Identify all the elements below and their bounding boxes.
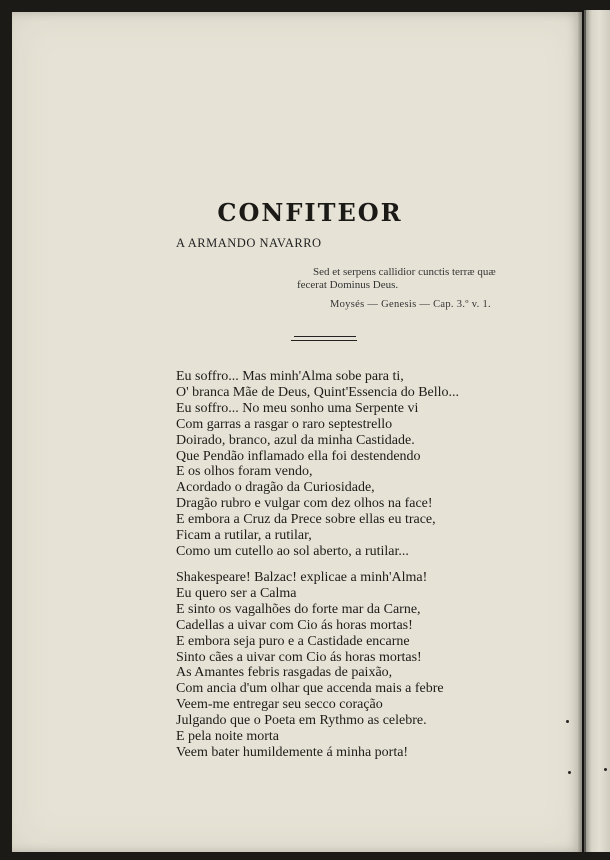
verse-line: E pela noite morta bbox=[176, 729, 280, 745]
verse-line: Sinto cães a uivar com Cio ás horas mortas! bbox=[176, 649, 422, 665]
verse-line: Como um cutello ao sol aberto, a rutilar... bbox=[176, 543, 409, 559]
verse-line: As Amantes febris rasgadas de paixão, bbox=[176, 665, 393, 681]
ornamental-rule bbox=[291, 340, 357, 341]
poem-title: CONFITEOR bbox=[217, 198, 403, 227]
epigraph-source: Moysés — Genesis — Cap. 3.º v. 1. bbox=[330, 299, 491, 310]
dedication: A ARMANDO NAVARRO bbox=[176, 236, 322, 250]
verse-line: Shakespeare! Balzac! explicae a minh'Alma! bbox=[176, 570, 428, 585]
verse-line: Julgando que o Poeta em Rythmo as celebre. bbox=[176, 713, 427, 729]
verse-line: Veem-me entregar seu secco coração bbox=[176, 697, 383, 713]
verse-line: Com ancia d'um olhar que accenda mais a febre bbox=[176, 681, 444, 697]
verse-line: Cadellas a uivar com Cio ás horas mortas! bbox=[176, 617, 413, 633]
verse-line: Veem bater humildemente á minha porta! bbox=[176, 744, 409, 760]
stanza-1 bbox=[176, 369, 496, 560]
ink-speck bbox=[566, 720, 569, 723]
verse-line: Ficam a rutilar, a rutilar, bbox=[176, 528, 312, 544]
page-gutter-shadow bbox=[578, 10, 586, 852]
verse-line: E embora a Cruz da Prece sobre ellas eu trace, bbox=[176, 512, 436, 528]
epigraph-line: fecerat Dominus Deus. bbox=[297, 279, 399, 291]
ink-speck bbox=[604, 768, 607, 771]
epigraph bbox=[297, 266, 512, 292]
verse-line: E os olhos foram vendo, bbox=[176, 464, 313, 480]
ink-speck bbox=[568, 771, 571, 774]
adjacent-page-edge bbox=[584, 10, 610, 852]
verse-line: E sinto os vagalhões do forte mar da Carne, bbox=[176, 601, 421, 617]
verse-line: Que Pendão inflamado ella foi destendendo bbox=[176, 448, 421, 464]
verse-line: Eu soffro... No meu sonho uma Serpente vi bbox=[176, 400, 419, 416]
epigraph-line: Sed et serpens callidior cunctis terræ quæ bbox=[313, 266, 496, 278]
stanza-2 bbox=[176, 570, 496, 761]
verse-line: Doirado, branco, azul da minha Castidade. bbox=[176, 432, 415, 448]
verse-line: Eu soffro... Mas minh'Alma sobe para ti, bbox=[176, 369, 404, 384]
verse-line: Dragão rubro e vulgar com dez olhos na face! bbox=[176, 496, 433, 512]
verse-line: Acordado o dragão da Curiosidade, bbox=[176, 480, 375, 496]
verse-line: E embora seja puro e a Castidade encarne bbox=[176, 633, 410, 649]
ornamental-rule bbox=[294, 336, 356, 337]
verse-line: Com garras a rasgar o raro septestrello bbox=[176, 416, 393, 432]
verse-line: Eu quero ser a Calma bbox=[176, 585, 297, 601]
verse-line: O' branca Mãe de Deus, Quint'Essencia do Bello... bbox=[176, 384, 460, 400]
